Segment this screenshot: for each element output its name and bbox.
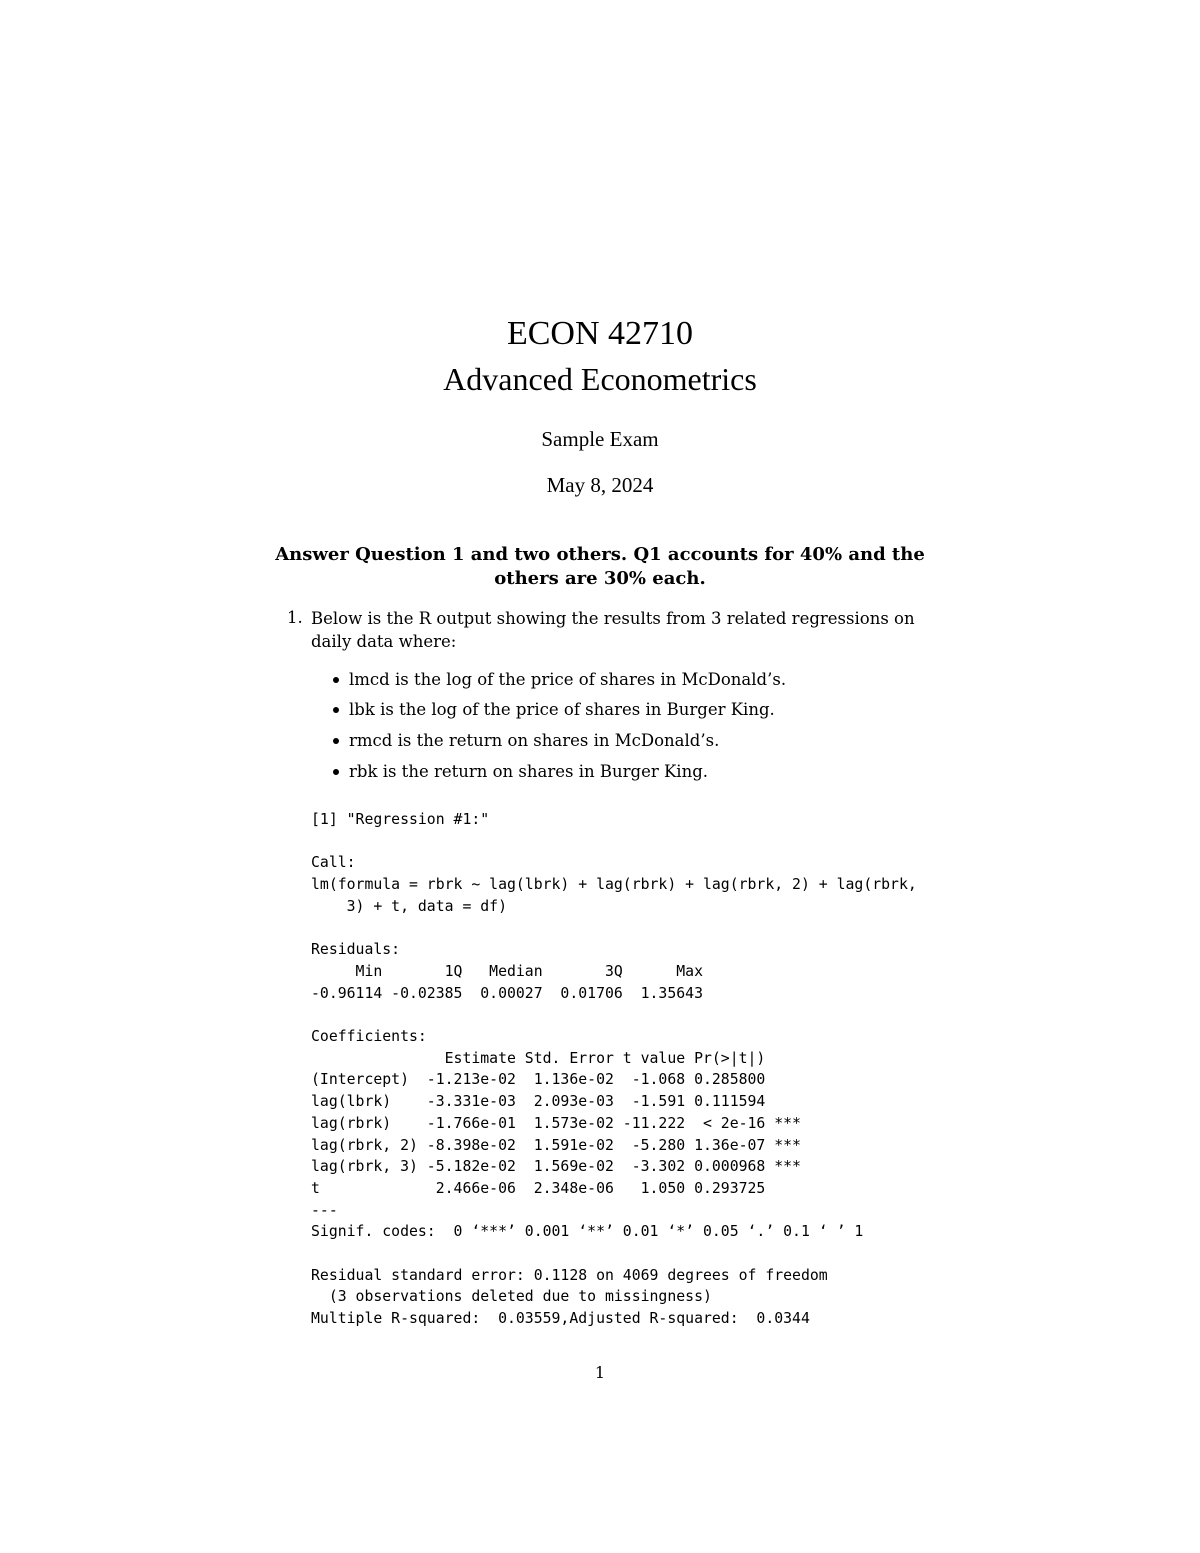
list-item bbox=[333, 761, 708, 783]
r-output-line: Call: bbox=[311, 854, 356, 872]
r-output-line: Multiple R-squared: 0.03559,Adjusted R-squared: 0.0344 bbox=[311, 1310, 810, 1328]
r-output-line: 3) + t, data = df) bbox=[311, 897, 507, 915]
r-output-line bbox=[311, 918, 917, 940]
r-output-line: Residuals: bbox=[311, 941, 401, 959]
course-name: Advanced Econometrics bbox=[443, 361, 757, 397]
exam-type: Sample Exam bbox=[541, 427, 659, 451]
r-output-line: Residual standard error: 0.1128 on 4069 degrees of freedom bbox=[311, 1266, 828, 1284]
r-output-line: lag(rbrk, 2) -8.398e-02 1.591e-02 -5.280 1.36e-07 *** bbox=[311, 1136, 801, 1154]
list-item-text: lbk is the log of the price of shares in Burger King. bbox=[349, 700, 775, 719]
exam-instructions bbox=[270, 543, 930, 591]
r-output-line bbox=[311, 1243, 917, 1265]
page-number: 1 bbox=[594, 1363, 606, 1382]
r-output-line: t 2.466e-06 2.348e-06 1.050 0.293725 bbox=[311, 1179, 766, 1197]
question-number: 1. bbox=[287, 608, 303, 627]
r-output-line: (3 observations deleted due to missingness) bbox=[311, 1288, 712, 1306]
exam-date: May 8, 2024 bbox=[546, 473, 654, 497]
list-item-text: lmcd is the log of the price of shares in McDonald’s. bbox=[349, 670, 787, 689]
r-output-line: Estimate Std. Error t value Pr(>|t|) bbox=[311, 1049, 766, 1067]
question-intro-line: Below is the R output showing the results from 3 related regressions on bbox=[311, 609, 915, 628]
r-output-line: -0.96114 -0.02385 0.00027 0.01706 1.35643 bbox=[311, 984, 703, 1002]
question-intro bbox=[311, 607, 951, 653]
r-output-line bbox=[311, 1004, 917, 1026]
r-output-line: --- bbox=[311, 1201, 338, 1219]
r-output-line: lm(formula = rbrk ~ lag(lbrk) + lag(rbrk) + lag(rbrk, 2) + lag(rbrk, bbox=[311, 876, 917, 894]
course-code: ECON 42710 bbox=[506, 315, 694, 352]
bullet-icon bbox=[333, 707, 339, 713]
list-item bbox=[333, 699, 775, 721]
r-output-line: (Intercept) -1.213e-02 1.136e-02 -1.068 0.285800 bbox=[311, 1071, 766, 1089]
bullet-icon bbox=[333, 738, 339, 744]
list-item bbox=[333, 669, 786, 691]
r-output-line: [1] "Regression #1:" bbox=[311, 811, 490, 828]
r-output-line: lag(rbrk) -1.766e-01 1.573e-02 -11.222 < 2e-16 *** bbox=[311, 1114, 801, 1132]
bullet-icon bbox=[333, 769, 339, 775]
r-output-line: lag(lbrk) -3.331e-03 2.093e-03 -1.591 0.111594 bbox=[311, 1093, 766, 1111]
bullet-icon bbox=[333, 677, 339, 683]
list-item bbox=[333, 730, 719, 752]
r-output-line: Coefficients: bbox=[311, 1027, 427, 1045]
r-output-line: lag(rbrk, 3) -5.182e-02 1.569e-02 -3.302 0.000968 *** bbox=[311, 1158, 801, 1176]
r-output-block bbox=[311, 809, 917, 1330]
list-item-text: rmcd is the return on shares in McDonald’s. bbox=[349, 731, 720, 750]
instructions-line: others are 30% each. bbox=[494, 568, 706, 589]
list-item-text: rbk is the return on shares in Burger King. bbox=[349, 762, 709, 781]
question-intro-line: daily data where: bbox=[311, 632, 457, 651]
r-output-line bbox=[311, 831, 917, 853]
instructions-line: Answer Question 1 and two others. Q1 accounts for 40% and the bbox=[275, 544, 925, 565]
r-output-line: Min 1Q Median 3Q Max bbox=[311, 962, 703, 980]
r-output-line: Signif. codes: 0 ‘***’ 0.001 ‘**’ 0.01 ‘*’ 0.05 ‘.’ 0.1 ‘ ’ 1 bbox=[311, 1223, 864, 1241]
